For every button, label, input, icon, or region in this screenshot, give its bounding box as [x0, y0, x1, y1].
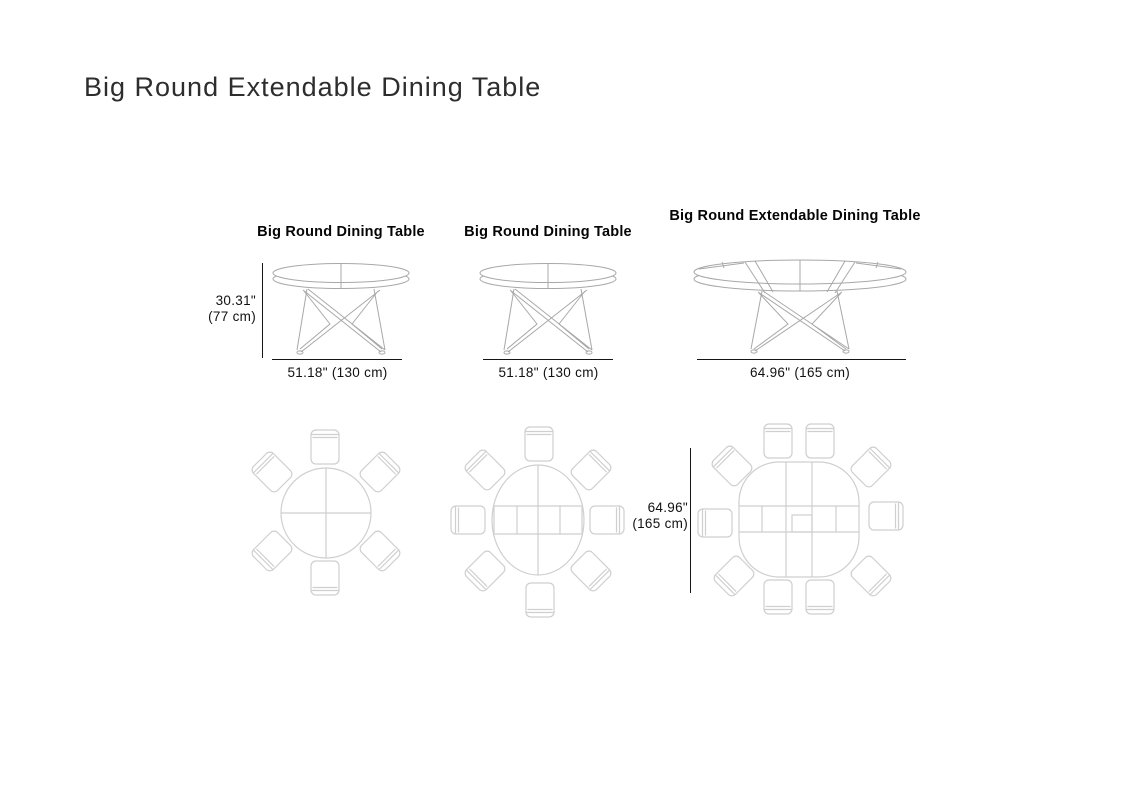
width-dimension-label-1: 51.18" (130 cm): [287, 365, 388, 380]
width-dimension-line-2: [483, 359, 613, 360]
width-dimension-label-3: 64.96" (165 cm): [749, 365, 851, 380]
height-dimension-cm: (77 cm): [208, 308, 256, 324]
side-view-1-label: Big Round Dining Table: [257, 224, 425, 240]
extended-dimension-line: [690, 448, 691, 593]
page-title: Big Round Extendable Dining Table: [84, 72, 542, 102]
extended-dimension-label: [594, 500, 688, 531]
height-dimension-line: [262, 263, 263, 358]
height-dimension-label: [170, 293, 256, 324]
extended-table-top-view-10-chairs-icon: [695, 420, 910, 620]
side-view-3-label: Big Round Extendable Dining Table: [669, 208, 921, 224]
side-view-2-label: Big Round Dining Table: [464, 224, 632, 240]
extended-dimension-inches: 64.96": [647, 500, 688, 515]
dining-table-side-view-icon: [472, 255, 624, 360]
height-dimension-inches: 30.31": [215, 293, 256, 308]
extendable-dining-table-side-view-icon: [688, 245, 916, 360]
dining-table-side-view-icon: [265, 255, 417, 360]
width-dimension-label-2: 51.18" (130 cm): [498, 365, 599, 380]
width-dimension-line-3: [697, 359, 906, 360]
round-table-top-view-6-chairs-icon: [250, 422, 410, 597]
width-dimension-line-1: [272, 359, 402, 360]
extended-dimension-cm: (165 cm): [632, 515, 688, 531]
